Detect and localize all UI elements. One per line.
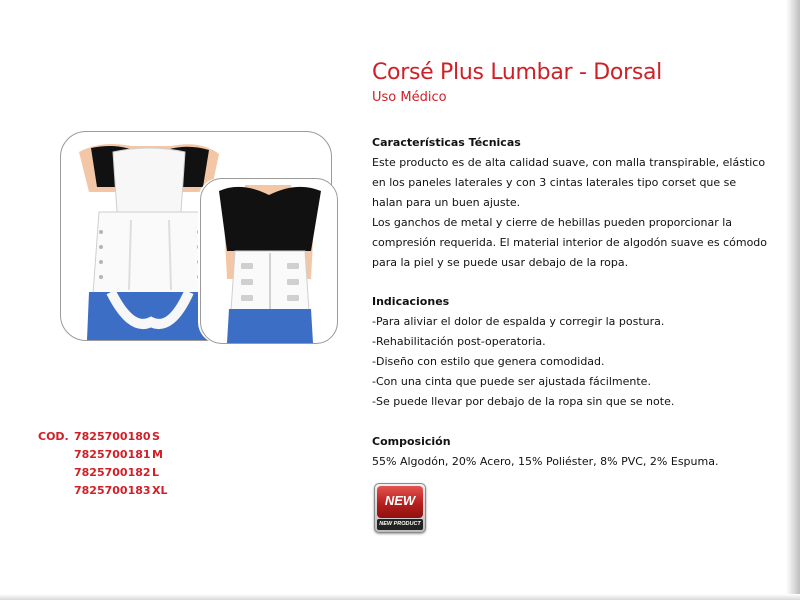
page-right-shadow xyxy=(786,0,800,600)
code-number: 7825700182 xyxy=(74,466,151,479)
indications-section xyxy=(372,292,767,412)
composition-text: 55% Algodón, 20% Acero, 15% Poliéster, 8% PVC, 2% Espuma. xyxy=(372,455,719,468)
composition-heading: Composición xyxy=(372,435,451,448)
indication-item: -Diseño con estilo que genera comodidad. xyxy=(372,355,605,368)
code-size: XL xyxy=(152,484,168,497)
badge-sub-text: NEW PRODUCT xyxy=(377,519,423,530)
indication-item: -Se puede llevar por debajo de la ropa sin que se note. xyxy=(372,395,675,408)
code-row xyxy=(38,428,172,446)
code-size: L xyxy=(152,466,160,479)
new-product-badge xyxy=(374,483,426,533)
technical-heading: Características Técnicas xyxy=(372,136,521,149)
indication-item: -Para aliviar el dolor de espalda y corregir la postura. xyxy=(372,315,665,328)
technical-paragraph: Este producto es de alta calidad suave, con malla transpirable, elástico en los paneles laterales y con 3 cintas laterales tipo corset que se halan para un buen ajuste. xyxy=(372,156,766,209)
indication-item: -Con una cinta que puede ser ajustada fácilmente. xyxy=(372,375,651,388)
code-size: S xyxy=(152,430,160,443)
badge-main-text: NEW xyxy=(377,486,423,518)
code-number: 7825700183 xyxy=(74,484,151,497)
code-size: M xyxy=(152,448,163,461)
product-codes xyxy=(38,428,172,500)
code-row xyxy=(38,464,172,482)
code-number: 7825700181 xyxy=(74,448,151,461)
product-subtitle: Uso Médico xyxy=(372,90,447,105)
indication-item: -Rehabilitación post-operatoria. xyxy=(372,335,546,348)
product-photo-front xyxy=(200,178,338,344)
product-title: Corsé Plus Lumbar - Dorsal xyxy=(372,60,662,85)
indications-list xyxy=(372,312,767,412)
code-number: 7825700180 xyxy=(74,430,151,443)
technical-paragraph: Los ganchos de metal y cierre de hebillas pueden proporcionar la compresión requerida. El material interior de algodón suave es cómodo para la piel y se puede usar debajo de la ropa. xyxy=(372,216,768,269)
page-bottom-shadow xyxy=(0,594,800,600)
composition-section xyxy=(372,432,767,472)
code-row xyxy=(38,446,172,464)
corset-front-illustration xyxy=(201,179,337,343)
code-row xyxy=(38,482,172,500)
code-label: COD. xyxy=(38,430,69,443)
technical-section xyxy=(372,133,767,273)
indications-heading: Indicaciones xyxy=(372,295,450,308)
